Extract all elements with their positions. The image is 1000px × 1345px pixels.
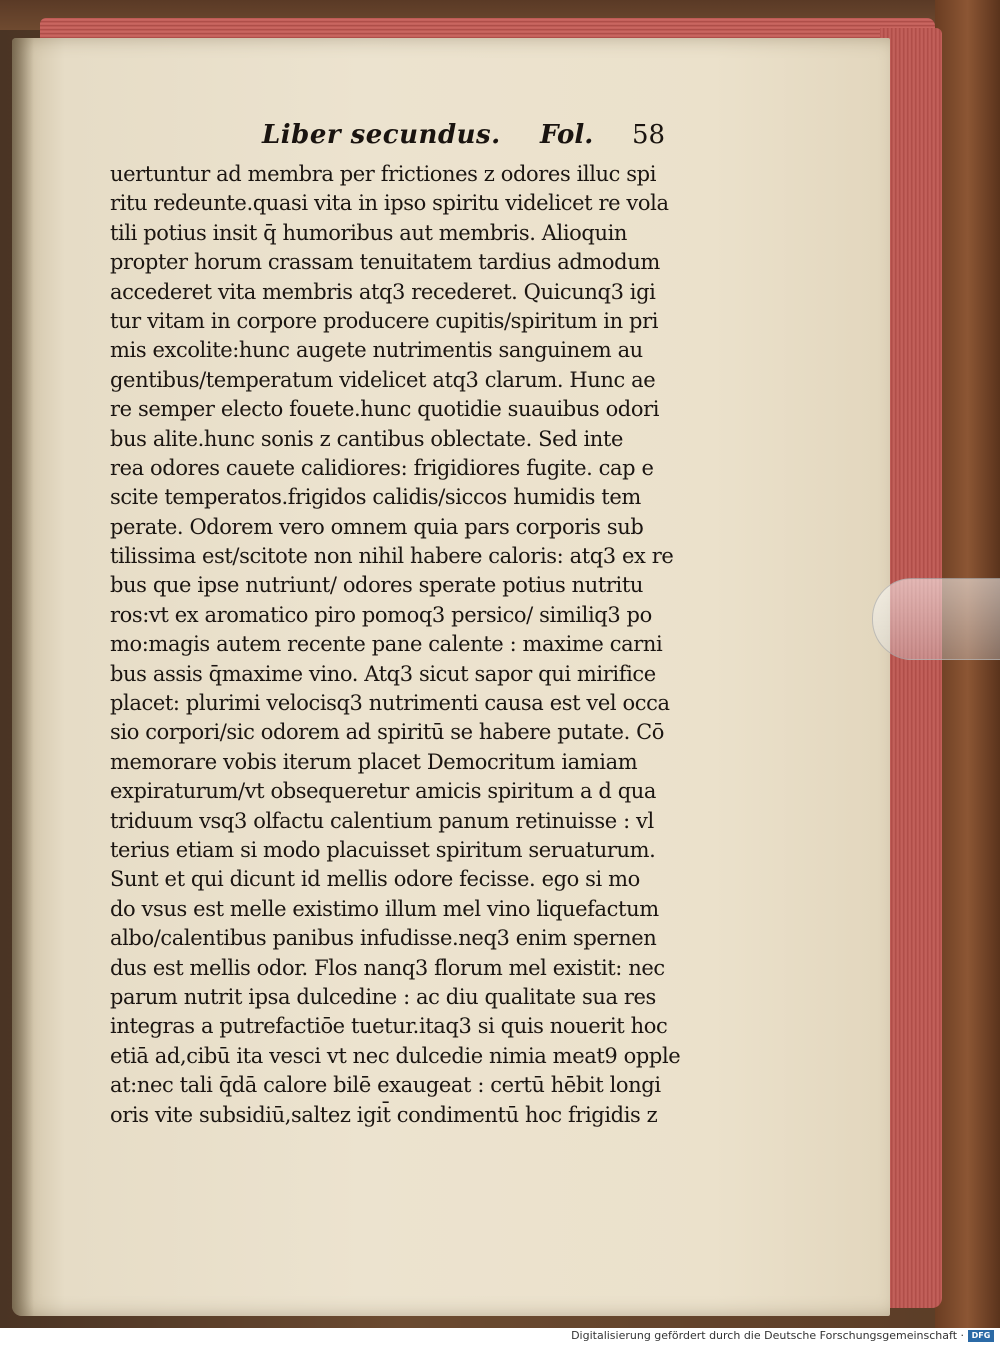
text-line: gentibus/temperatum videlicet atq3 clarum. Hunc ae <box>110 367 656 392</box>
text-line: parum nutrit ipsa dulcedine : ac diu qualitate sua res <box>110 984 656 1009</box>
running-head-folio-number: 58 <box>632 120 666 150</box>
text-line: albo/calentibus panibus infudisse.neq3 enim spernen <box>110 926 657 951</box>
text-line: uertuntur ad membra per frictiones z odores illuc spi <box>110 162 657 186</box>
text-line: perate. Odorem vero omnem quia pars corporis sub <box>110 514 644 539</box>
text-line: ritu redeunte.quasi vita in ipso spiritu videlicet re vola <box>110 191 669 216</box>
text-line: expiraturum/vt obsequeretur amicis spiritum a d qua <box>110 779 657 804</box>
text-line: tilissima est/scitote non nihil habere caloris: atq3 ex re <box>110 544 674 569</box>
text-line: placet: plurimi velocisq3 nutrimenti causa est vel occa <box>110 691 670 716</box>
text-line: mis excolite:hunc augete nutrimentis sanguinem au <box>110 338 643 363</box>
text-line: triduum vsq3 olfactu calentium panum retinuisse : vl <box>110 808 654 833</box>
text-line: propter horum crassam tenuitatem tardius admodum <box>110 250 660 275</box>
text-line: rea odores cauete calidiores: frigidiores fugite. cap e <box>110 455 654 480</box>
text-line: bus alite.hunc sonis z cantibus oblectate. Sed inte <box>110 426 623 451</box>
text-line: oris vite subsidiū,saltez igit̄ condimentū hoc frigidis z <box>110 1102 658 1127</box>
dfg-logo: DFG <box>968 1330 994 1342</box>
text-line: accederet vita membris atq3 recederet. Quicunq3 igi <box>110 279 656 304</box>
running-head <box>262 120 682 160</box>
text-line: bus assis q̄maxime vino. Atq3 sicut sapor qui mirifice <box>110 661 656 686</box>
text-line: Sunt et qui dicunt id mellis odore fecisse. ego si mo <box>110 867 640 892</box>
text-line: integras a putrefactiōe tuetur.itaq3 si quis nouerit hoc <box>110 1014 668 1039</box>
text-line: ros:vt ex aromatico piro pomoq3 persico/ similiq3 po <box>110 602 652 627</box>
text-line: do vsus est melle existimo illum mel vino liquefactum <box>110 896 659 921</box>
text-line: at:nec tali q̄dā calore bilē exaugeat : certū hēbit longi <box>110 1073 661 1098</box>
footer-credit: Digitalisierung gefördert durch die Deutsche Forschungsgemeinschaft · <box>571 1329 964 1342</box>
text-line: mo:magis autem recente pane calente : maxime carni <box>110 632 663 657</box>
text-line: etiā ad,cibū ita vesci vt nec dulcedie nimia meat9 opple <box>110 1043 681 1068</box>
text-line: bus que ipse nutriunt/ odores sperate potius nutritu <box>110 573 644 598</box>
text-line: dus est mellis odor. Flos nanq3 florum mel existit: nec <box>110 955 665 980</box>
text-line: terius etiam si modo placuisset spiritum seruaturum. <box>110 837 656 862</box>
bookmark-clip <box>872 578 1000 660</box>
book-cover-edge <box>935 0 1000 1328</box>
running-head-title: Liber secundus. <box>262 120 501 150</box>
text-block <box>110 160 680 1130</box>
page-gutter-shadow <box>12 38 34 1316</box>
running-head-folio-label: Fol. <box>540 120 594 150</box>
text-line: scite temperatos.frigidos calidis/siccos humidis tem <box>110 485 641 510</box>
text-line: tur vitam in corpore producere cupitis/spiritum in pri <box>110 308 659 333</box>
text-line: sio corpori/sic odorem ad spiritū se habere putate. Cō <box>110 720 665 745</box>
text-line: tili potius insit q̄ humoribus aut membris. Alioquin <box>110 220 628 245</box>
footer-bar <box>0 1328 1000 1345</box>
text-line: memorare vobis iterum placet Democritum iamiam <box>110 749 638 774</box>
text-line: re semper electo fouete.hunc quotidie suauibus odori <box>110 397 660 422</box>
